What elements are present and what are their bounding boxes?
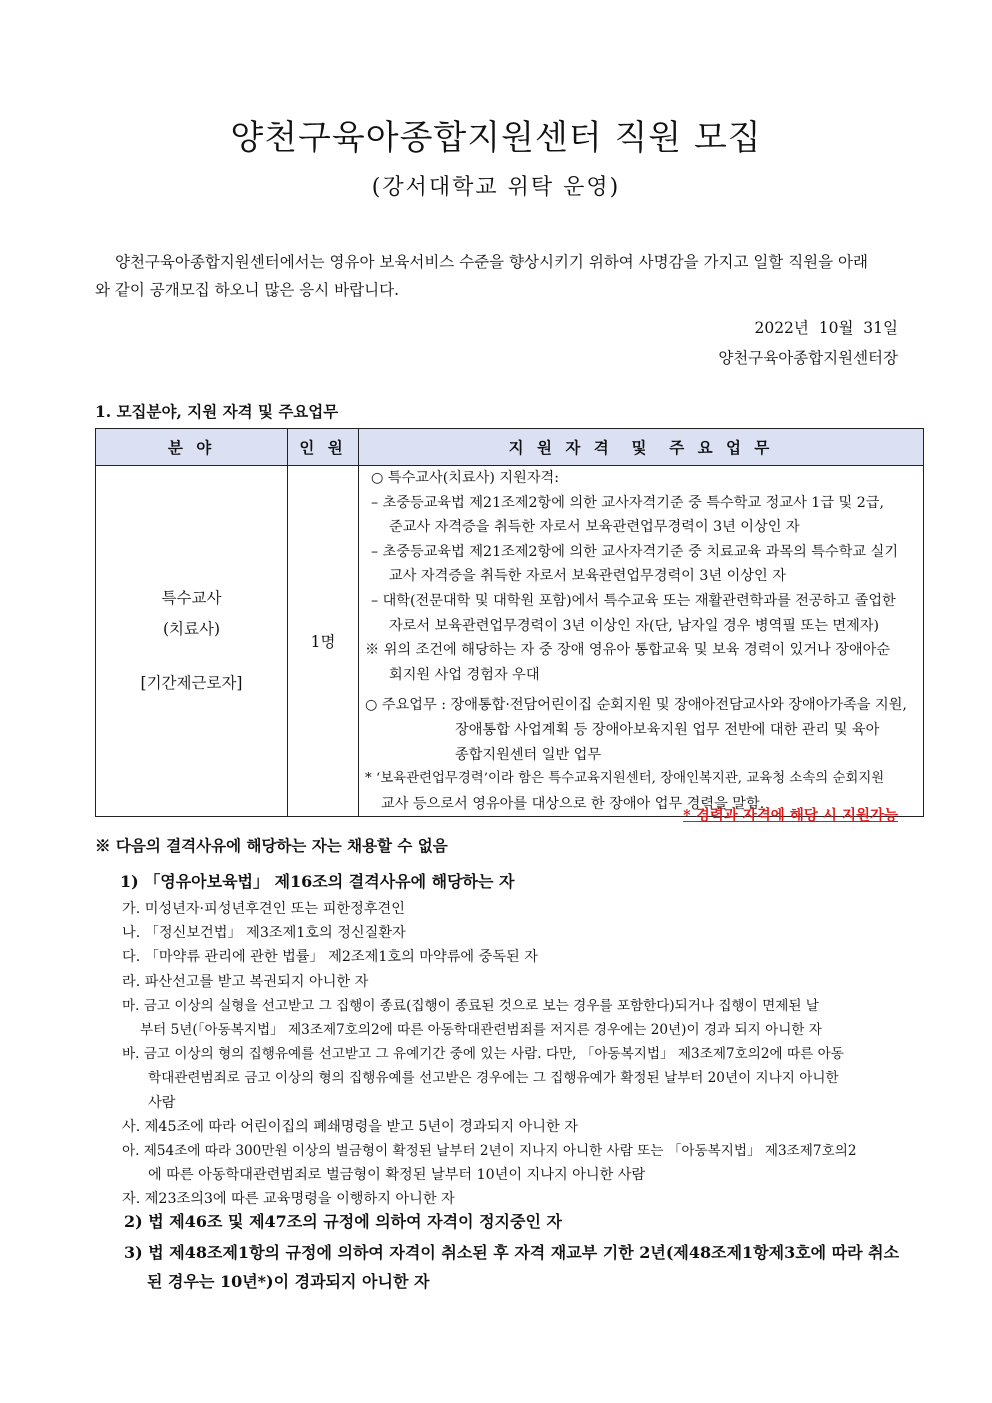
disqualification-heading: ※ 다음의 결격사유에 해당하는 자는 채용할 수 없음 bbox=[95, 836, 448, 855]
qual-line: 자로서 보육관련업무경력이 3년 이상인 자(단, 남자일 경우 병역필 또는 면제자) bbox=[389, 617, 880, 634]
field-cell bbox=[96, 466, 288, 817]
field-line-4: [기간제근로자] bbox=[140, 674, 243, 693]
table-row bbox=[96, 466, 924, 817]
law-item-2: 2) 법 제46조 및 제47조의 규정에 의하여 자격이 정지중인 자 bbox=[124, 1212, 562, 1231]
list-item: 다. 「마약류 관리에 관한 법률」 제2조제1호의 마약류에 중독된 자 bbox=[122, 949, 538, 966]
intro-line-2: 와 같이 공개모집 하오니 많은 응시 바랍니다. bbox=[95, 281, 400, 299]
qual-line: – 대학(전문대학 및 대학원 포함)에서 특수교육 또는 재활관련학과를 전공하고 졸업한 bbox=[371, 592, 896, 609]
qual-line: 교사 자격증을 취득한 자로서 보육관련업무경력이 3년 이상인 자 bbox=[389, 568, 786, 585]
duty-line: ○ 주요업무 : 장애통합·전담어린이집 순회지원 및 장애아전담교사와 장애아가족을 지원, bbox=[365, 697, 907, 714]
page-subtitle: (강서대학교 위탁 운영) bbox=[371, 175, 621, 200]
header-field: 분 야 bbox=[96, 429, 288, 466]
list-item: 자. 제23조의3에 따른 교육명령을 이행하지 아니한 자 bbox=[122, 1191, 455, 1208]
qualification-cell bbox=[359, 466, 924, 817]
intro-paragraph bbox=[95, 248, 901, 304]
list-item-continued: 사람 bbox=[148, 1094, 176, 1111]
recruitment-table bbox=[95, 428, 924, 817]
list-item: 가. 미성년자·피성년후견인 또는 피한정후견인 bbox=[122, 901, 405, 917]
section-1-heading: 1. 모집분야, 지원 자격 및 주요업무 bbox=[95, 402, 339, 421]
law-item-3-line-1: 3) 법 제48조제1항의 규정에 의하여 자격이 취소된 후 자격 재교부 기한 2년(제48조제1항제3호에 따라 취소 bbox=[124, 1243, 900, 1262]
list-item-continued: 부터 5년(「아동복지법」 제3조제7호의2에 따른 아동학대관련범죄를 저지른 경우에는 20년)이 경과 되지 아니한 자 bbox=[140, 1022, 822, 1039]
disqualification-list bbox=[122, 897, 902, 1212]
header-qualification: 지 원 자 격 및 주 요 업 무 bbox=[359, 429, 924, 466]
field-line-1: 특수교사 bbox=[161, 589, 222, 608]
qual-line: – 초중등교육법 제21조제2항에 의한 교사자격기준 중 치료교육 과목의 특수학교 실기 bbox=[371, 543, 899, 560]
law-item-1: 1) 「영유아보육법」 제16조의 결격사유에 해당하는 자 bbox=[120, 872, 515, 891]
list-item: 마. 금고 이상의 실형을 선고받고 그 집행이 종료(집행이 종료된 것으로 보는 경우를 포함한다)되거나 집행이 면제된 날 bbox=[122, 997, 819, 1014]
notice-date: 2022년 10월 31일 bbox=[754, 319, 898, 337]
footnote-line: * ‘보육관련업무경력’이라 함은 특수교육지원센터, 장애인복지관, 교육청 소속의 순회지원 bbox=[365, 771, 885, 787]
law-item-3 bbox=[124, 1238, 904, 1296]
list-item-continued: 학대관련범죄로 금고 이상의 형의 집행유예를 선고받은 경우에는 그 집행유예가 확정된 날부터 20년이 지나지 아니한 bbox=[148, 1070, 839, 1087]
list-item-continued: 에 따른 아동학대관련범죄로 벌금형이 확정된 날부터 10년이 지나지 아니한 사람 bbox=[148, 1167, 646, 1184]
count-cell: 1명 bbox=[288, 466, 359, 817]
header-count: 인 원 bbox=[288, 429, 359, 466]
list-item: 아. 제54조에 따라 300만원 이상의 벌금형이 확정된 날부터 2년이 지나지 아니한 사람 또는 「아동복지법」 제3조제7호의2 bbox=[122, 1143, 857, 1160]
qual-line: – 초중등교육법 제21조제2항에 의한 교사자격기준 중 특수학교 정교사 1급 및 2급, bbox=[371, 494, 884, 511]
list-item: 나. 「정신보건법」 제3조제1호의 정신질환자 bbox=[122, 925, 406, 942]
duty-line: 장애통합 사업계획 등 장애아보육지원 업무 전반에 대한 관리 및 육아 bbox=[455, 721, 880, 738]
qual-line: 준교사 자격증을 취득한 자로서 보육관련업무경력이 3년 이상인 자 bbox=[389, 519, 800, 536]
intro-line-1: 양천구육아종합지원센터에서는 영유아 보육서비스 수준을 향상시키기 위하여 사명감을 가지고 일할 직원을 아래 bbox=[115, 253, 869, 271]
page-title: 양천구육아종합지원센터 직원 모집 bbox=[230, 118, 762, 158]
law-item-3-line-2: 된 경우는 10년*)이 경과되지 아니한 자 bbox=[147, 1272, 430, 1291]
eligibility-note: * 경력과 자격에 해당 시 지원가능 bbox=[683, 807, 898, 824]
footnote-line: 교사 등으로서 영유아를 대상으로 한 장애아 업무 경력을 말함. bbox=[381, 795, 765, 812]
qualification-content bbox=[365, 466, 917, 816]
list-item: 사. 제45조에 따라 어린이집의 폐쇄명령을 받고 5년이 경과되지 아니한 자 bbox=[122, 1118, 578, 1135]
field-line-2: (치료사) bbox=[162, 620, 220, 639]
list-item: 바. 금고 이상의 형의 집행유예를 선고받고 그 유예기간 중에 있는 사람. 다만, 「아동복지법」 제3조제7호의2에 따른 아동 bbox=[122, 1046, 844, 1063]
qual-title: ○ 특수교사(치료사) 지원자격: bbox=[371, 470, 560, 486]
field-spacer bbox=[97, 645, 286, 668]
duty-line: 종합지원센터 일반 업무 bbox=[455, 746, 602, 763]
table-header-row bbox=[96, 429, 924, 466]
list-item: 라. 파산선고를 받고 복권되지 아니한 자 bbox=[122, 973, 369, 990]
qual-line: 회지원 사업 경험자 우대 bbox=[389, 666, 540, 683]
notice-signature: 양천구육아종합지원센터장 bbox=[718, 349, 898, 367]
qual-line: ※ 위의 조건에 해당하는 자 중 장애 영유아 통합교육 및 보육 경력이 있거나 장애아순 bbox=[365, 642, 891, 659]
